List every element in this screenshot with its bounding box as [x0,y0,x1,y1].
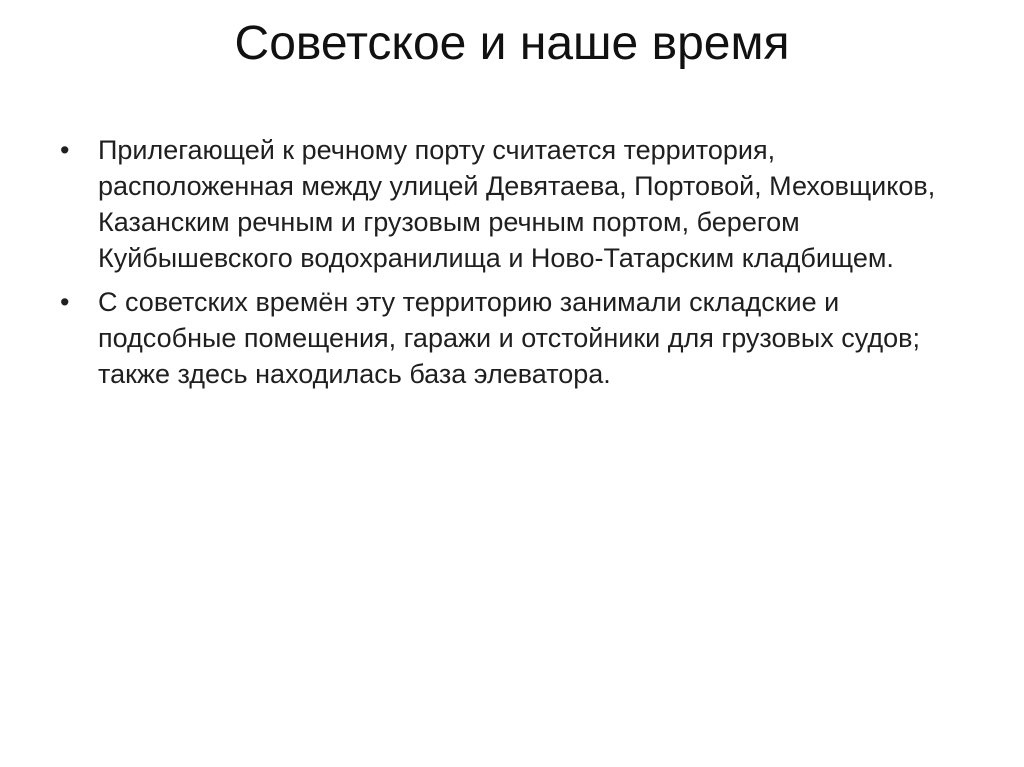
slide-title: Советское и наше время [234,17,790,70]
bullet-item-2 [58,284,958,392]
bullet-marker-icon: • [60,287,70,317]
bullet-text: Прилегающей к речному порту считается территория, расположенная между улицей Девятаева, Портовой, Меховщиков, Казанским речным и грузовым речным портом, берегом Куйбышевского водохранилища и Ново-Татарским кладбищем. [98,135,936,273]
bullet-marker-icon: • [60,135,70,165]
bullet-list [58,132,958,400]
bullet-text: С советских времён эту территорию занимали складские и подсобные помещения, гаражи и отстойники для грузовых судов; также здесь находилась база элеватора. [98,287,920,389]
bullet-item-1 [58,132,958,276]
